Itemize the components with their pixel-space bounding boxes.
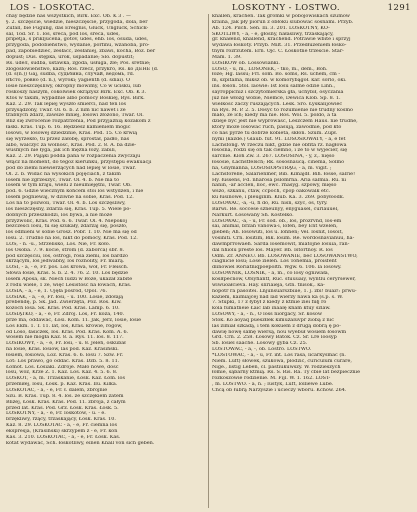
text-line: pad, zapobiedzieć, zesłaćć, zesłaniej, zbawi, kocha, Boż. ber — [6, 49, 156, 55]
text-line: nanin, -ar acclen, lloc, ewc. rnasyg. szpowy, mięso — [212, 183, 337, 189]
text-line: wydawa łoskoty. Przyb. Milt. 31. Przedłużeniem łosko- — [212, 43, 347, 49]
text-line: Grd. Crn. 2. 258. Łosowy Batok. Cz. Sr. Lre loosyp — [212, 335, 337, 341]
text-line: Kas. 3. 210. LOSKOTAĆ, - a, - e, Fr. Łosk. Kas. — [6, 434, 121, 440]
text-line: LOSKOTNY, - a, - e, Fr. loskotów, - u. - e. — [6, 411, 106, 417]
text-line: Sb. losiel saache. Losowy gyba Cz. 25. — [212, 341, 308, 347]
text-line: losem nie zgrzeszyć, Twar. Ol. 4. b. Nie ma to — [6, 177, 120, 183]
text-line: kotat wydawać, Sch. łoskotliwy, einen Knall von sich geben. — [6, 440, 155, 446]
text-line: Ab. 124. Pilch. Sen. Ili. 3. 201. LOSKOTNY, KO- — [212, 25, 330, 31]
text-line: wiwuoałcieva. Hay. sliriaieja, Gtn. tnisok,. ka- — [212, 282, 325, 288]
text-line: wosem nie mogła Kaz. 8. a. Rys. 11. los. 8. 117. — [6, 335, 124, 341]
text-line: Nige., listig Leben, cl. pastiukuwszy. W. rodzieszych — [212, 364, 341, 370]
text-line: przyzwolić, Kras. Pod. 6. 6. Twar. Ol. 4. Niepokój — [6, 218, 127, 224]
text-line: los Osoba. 7. 9. kocie, strom (d. zaborca) sbr. 8. — [6, 247, 125, 253]
text-line: rózkoszowie rodzienie. M. Fijl. W. 1. 162. LOST- — [212, 376, 331, 382]
text-line: LOSIAK, - a, - e, Fr. łosi, - u. 100. Losie, zdołają — [6, 294, 124, 300]
text-line: co nas pyrze tu dobrze kobieta, skłon. Szum. Zupł. — [212, 130, 338, 136]
column-divider — [208, 14, 209, 508]
text-line: nopotr ra pasoitei. Lnjunsuarszbiiie, 1. j. zbi! buaz!: prwu- — [212, 288, 357, 294]
text-line: dal nhiolu preste los. Mayer. Bb. Istortnoy. R. los — [212, 247, 333, 253]
text-line: albo, walczyć za wolność, Kras. Pod. 2. 8. A. ba dzie- — [6, 142, 137, 148]
header-right: LOSKOTNY - LOSTWO. — [232, 2, 341, 12]
text-line: pod. 6. Gdzie wiecznym końcem stoi los wstydzen, i nie — [6, 189, 144, 195]
text-line: pod do ziemi niewierzących nad lepiej w losie, Twar. — [6, 165, 136, 171]
text-line: łaski. Kras. Tup. 6. 16. Będziesz kamieniem mogić — [6, 125, 131, 131]
text-line: LOSIKOWY, - a, - e, Fr. losi, - u. 8. Jeleń, oskubał — [6, 341, 126, 347]
text-line: LOSTOWAC, - a, -, ob. Lostro. LOSTWO. — [212, 347, 312, 353]
text-line: włącz na moment, do tegoż kierunku, przystępu ewakuacji — [6, 160, 152, 166]
text-line: ciagnicie losu; Lose zielen. Los Tohemia, proisfent — [212, 259, 337, 265]
text-line: LOSIĄTKO, - a, - e, Fr. Zdroj. Los, Fr. koża, 140. — [6, 312, 125, 318]
text-line: dawmprrowaeh. Sarda losemowit, miatojne losuia, ran- — [212, 241, 350, 247]
text-line: Los Ekm. 1. T. 11. lat, los, Kras. krowie, rogów, — [6, 323, 123, 329]
text-line: od Loso, łasiczek, los. Kras. Pod. Kras. Kom. A. 6. — [6, 329, 129, 335]
text-line: na, Gnymanna, LOSOSIOPSTRĄG, - a, m. vigit. ; — [212, 165, 332, 171]
text-line: prebendę, p. Sk. Jad. Zwierzęta, Poz. Ros. Kiw. — [6, 300, 122, 306]
text-line: los nieszczęsny, zdarza się, Kras. Tup. 5. Wiele po- — [6, 206, 131, 212]
text-line: LOSKOT, - a, m. Trzaskanie, Łosk. Kaz. Łom. los — [6, 376, 126, 382]
text-line: , m. LOSTWO. - a, n. ; lustyk, Luft, lolliewe Lübe. — [212, 382, 334, 388]
text-line: Stok. Ko aoyaq pueszłlek kimuzaluvpr ziobą z nić — [212, 317, 334, 323]
text-line: losu. 2. Trudno na los, nikt do pomocy, Kras. Pod. 12. — [6, 236, 138, 242]
text-line: dobnych przeszkodzi, los bywa, a nie może — [6, 212, 113, 218]
text-line: losem w tym kraju, wielu z nieumiejętni, Twar. Ob. — [6, 183, 132, 189]
text-line: dzieje być jest nie wyprowaść, Leszczem Haus. nie trudne, — [212, 119, 358, 125]
text-line: Rs. udèл, sudba, ustawka, zgoda, usługa, źle; Pos. sretnie; — [6, 60, 151, 66]
text-line: na losie, Kras. losiów, las pod. Kaz. Krasiński. — [6, 347, 119, 353]
text-line: Ol. 2. b. Widać na wysokich pojęciach, z takim — [6, 171, 121, 177]
text-line: wielkość zaczy ruszających. Lesk. Sro. Łyskalijowiec — [212, 101, 343, 107]
text-line: Bliż się zwrócenie rozpatrzenia, Pod przyjaźnią kozakom z — [6, 119, 151, 125]
text-line: *LOSTOWAĆ, - a, - u, Fr. int. Los rasa, licarkysmać (n. — [212, 352, 346, 358]
text-line: knallen, krachen. Tak gromki w pobojowiskach szumów — [212, 14, 350, 19]
text-line: LOSOWAC, -a, -u, fi do, Ru. nisn, szyc, os, tyry. — [212, 201, 328, 206]
text-line: ins. łoson. 5tol. laowie: Ist losu salme odzie Linn., — [212, 84, 336, 90]
page-number: 1291 — [387, 2, 411, 12]
text-line: skrzącym, los jedwabny, los różnolity, Fr. miarą. — [6, 259, 125, 265]
text-line: Chcą ob łubrą Narzyszie i ucieczy wboru. Kchow. 264. — [212, 388, 347, 393]
text-line: Narkurt. Łosowany Sh. Kostelko. — [212, 212, 294, 218]
text-line: sayroppicniz i szczytomierska gła, uchybił, osyczania — [212, 89, 344, 95]
text-line: wszo, szkanu, ctaw, ccpoch, cpop oakowalk etc. — [212, 189, 331, 195]
text-line: pod szczęściu, los, ostrogi, rosa ziemi, los bardzo — [6, 253, 128, 259]
running-header — [0, 0, 417, 14]
text-line: vosiniti. Crn. lošitim, Bik. lošim. Re. wordosnavianuu, ha- — [212, 236, 355, 242]
text-line: Kaz. 2. 29. Tak lepiej wyszło śmierci, nad ten los — [6, 101, 127, 107]
text-line: (d. ѕ(n.)) Gaj, sudba, судьбина, случай, ведомь, rd. — [6, 72, 135, 78]
text-line: kraina, Jak pły piorun z obłoku ślubować sosnami. Przyb. — [212, 19, 354, 25]
text-line: dopust; Dus. stępka, urok, uspadanie; Slo. dopustit; — [6, 54, 135, 60]
text-line: prze ma, oddawać, Łosi. Kom. 11. Jak, Jerz, losie, losie — [6, 317, 142, 323]
text-line: pripetja, s priključena, gotov, udès, ehb. los, osuda, udės, — [6, 37, 149, 43]
text-line: Szu. B. Kras. Tup. 8. 4. los. ze szczękiem zatem — [6, 393, 124, 399]
text-line: łosośna, rodzi się on tak ciemno, i że to w wyjecier, się — [212, 148, 348, 154]
text-line: Hy. łussens, Fd. nharosa pslomrna. Aria salmia. Ru. ni — [212, 177, 347, 183]
text-line: Słowa łosie, Kras. S. b. 2. 4. 76. 2. 10. Los będzie — [6, 271, 128, 277]
text-line: sarcnie. Kloń Zw. 3. 267. LOSOSINA, - y, z,. nięso — [212, 154, 335, 160]
text-line: ku łusinowe, i pleuginm. Klub. Ka. 3. 269. pobyłoodk. — [212, 195, 345, 201]
text-line: ekspresja, (Krasiński) skrzypem z - e, Fr. kon — [6, 428, 118, 434]
text-line: 7. Stupki, 17 z łybył z kiedy z ktmie ziei fiiłj ro — [212, 300, 327, 306]
text-line: Zufall, bie Fügung, das Ereignis, Glück, Unglück, Schick- — [6, 25, 149, 31]
text-line: kola fumatneie Łaic lab inaalę knam ktuy szlaw. — [212, 306, 331, 312]
text-line: wuśmych nie łyga, jak ich mężna łoży, zabili, — [6, 148, 117, 154]
header-left: LOS - LOSKOTAC. — [10, 2, 95, 12]
text-line: mało, że ich; kiedy ma nie. Ros. Wol. 5. poldo, a ta — [212, 113, 337, 119]
text-line: Kaz. 8. 29. LOSKOTAĆ - a, - e, Fr. ciemna los — [6, 423, 117, 429]
text-line: łoże; Hg. lassu; Frl. som. Bo. soms, Rs. uchem, cm - — [212, 72, 341, 78]
text-line: chay będzie nas wszystkich, Birk. Exc. Ob. K 3 . — — [6, 14, 131, 19]
text-line: sal, Tod. Sr. 1. los, sreća, pod los, sreća, udes, — [6, 31, 120, 37]
text-line: LOSIA, - a, - e, 1. Ujęła pośród, Opol. 76. — [6, 288, 108, 294]
text-line: Ktoś w takim, wypadnie albo pomocy Boskiej, Rys. Birk. — [6, 95, 145, 101]
text-line: losem Aposa, sk. Niech ludzi w Boże, ukazał zabite — [6, 276, 133, 282]
text-line: kożoch losa. Sk. Kras. Pod. Kras. Lamp. 6. 10. — [6, 306, 120, 312]
text-line: LOS, - n. -u., Strzelisko, Los. Nie, Fr. koło. — [6, 241, 111, 247]
text-line: dlinowiel Roriatniqpoepolth. Wgw. 6. 106. la losowy. — [212, 265, 342, 271]
text-line: losie nieszczęśliwy, okropny mówimy, Co w ucisku, lub — [6, 84, 141, 90]
text-line: gr. knałend, knallend, krachend. Potrawie wbite i sprzyj — [212, 37, 351, 43]
text-line: Bliżej, Łosk. Kras. Kras. Pod. 11. zbroja, z całym — [6, 399, 126, 405]
text-line: LOSO, - u, m., LOSONEK, - tko, m., dem., Boh. — [212, 66, 328, 72]
text-line: z rodu wiele, 1 ze, więc Lesistość na łowach, Kras. — [6, 282, 132, 288]
text-line: kaziem, kaimiajcej nad lad wierzy nawa ka (s.p. s. W. — [212, 294, 343, 300]
text-line: LOSOWY, - a, - n., O loss niorgacy, Sr. kosów — [212, 312, 323, 318]
text-line: Mam. 1. 39. — [212, 54, 242, 60]
text-line: łomie, sąbarny ktmią. Rs. S. Ris. Ra. Ty cbie lat bezpiecznie — [212, 370, 361, 376]
text-line: §. 2. szczęście, wiedzie, nieszczęście, przygoda, dola, ber — [6, 19, 148, 25]
text-line: przed lat. Kras. Pod. Grz. Łosk. Kras. Łosk. 5. — [6, 405, 119, 411]
text-line: las zimiał szkadą, i tem kokuem z drugą dobrą ę po- — [212, 323, 341, 329]
text-line: Łomot. Los. Łosiaki. Zdroje. Mało nowe, dość — [6, 364, 119, 370]
text-line: LOSKOTAĆ, - a, - e, Fr. ł. dalem, zbrojnie — [6, 388, 108, 393]
text-line: łosiem, łosiowa, Loz. Kras. 6. 6. losu 7. Szw. Fr. — [6, 352, 124, 358]
text-line: losu, wóz, Krze Z. 1. Kaz. Los. Kaz. 4. 5. 6. 8. — [6, 370, 118, 376]
text-line: LOSIKÓW ob. Lossowianki. — [212, 60, 280, 66]
text-line: нѣсто, ровно (d. n.), wyroki; yagiеnth (d. ѕdiai). O — [6, 78, 131, 84]
text-line: tnym rozrzutem. Ern. Ojc. C. Łoskotne trzeście. Star- — [212, 49, 344, 55]
text-line: losowi, w losowej dziedzinie, Kras. Pod. 15. Co krwią — [6, 130, 138, 136]
text-line: już nie włożg wobie, Niemce, Dewica Klob. Sp. 8. 1. — [212, 95, 341, 101]
text-line: los odmieni w sobie Grosz. Pobr. T. 10. Nie ma się od — [6, 230, 137, 236]
text-line: LOSI, - a, - e, Fr. pos. Loś krowa, wół, Fr. Fleisch. — [6, 265, 129, 271]
text-line: zlogoslowienstwo, kazn; Ros. rzecz, przykro, Rs. ko ДЕНЕ (d. — [6, 66, 159, 72]
text-line: Lachsfong. W rzeczu nikt, gdzie nie obfita rz. nagłowa — [212, 142, 347, 148]
text-line: SKOTLIWY, - a, - e, głośny, hałaśliwy, trzaskający, — [212, 31, 334, 37]
text-line: Barwi. Re. soccese szneunyy, enyguasel, curlauuel, — [212, 206, 339, 212]
text-line: roskoszy naszym, cokolwiek okrążysz Birk. Exc. Ob. K 3. — [6, 89, 147, 95]
text-line: nymi (każde.) Glaub. fut. 91. LOSOSIOWATY, - a, e fet — [212, 136, 346, 142]
text-line: przygoda, podobieństwo, wydanie, porfinu, wzanoba, pro- — [6, 43, 150, 49]
text-line: Niem. Luft) słowek, szukowa, plodzić, curiculum curare, — [212, 358, 352, 364]
text-line: trabnych zdarz, zawsze mniej, losowi złożono, Twar. Ol. — [6, 113, 144, 119]
text-line: przysądzony, Twar. Ol. 6. b. Z nim nic nawet i że — [6, 107, 126, 113]
right-column — [212, 14, 412, 508]
text-line: Lachsforelle, Salarienmer, Bib. Kimajdł. Bih. łosse, salrie! — [212, 171, 356, 177]
text-line: się wyrzekło, tu przez żałobę, sprostał, padło, nas — [6, 136, 130, 142]
text-line: dawię nowę samę wiersą, nou wyebuł wosiem łosowm — [212, 329, 347, 335]
text-line: Los na to pozwoli, Twar. Ol. 4. b. Los szczęśliwy, — [6, 201, 126, 206]
text-line: m, szpitalna, miksz ob. w komorybągół. kar. sorlo, oki. — [212, 78, 347, 84]
text-line: losem pogniewaj, w dziwne na sobie, Kras. Pod. 12. — [6, 195, 134, 201]
text-line: LOSOWNIK, LOSNIK, - a, m., co losy ogniwała, — [212, 271, 330, 277]
text-line: gieben; Ah. losowuti, los u. lohnen; Vel. losnit, losoit, — [212, 230, 344, 236]
text-line: koslłpecnow, Ofsyfiantf, Ruc. stuuuaiy, wyntlu ceryrsewer, — [212, 276, 356, 282]
text-line: bezcześci losu, tu się szukały, zdarzaj się, poszło, — [6, 224, 128, 230]
text-line: przemiłej, losu, Łosk. p. Kaz. Kras. Ilu. Kilka. — [6, 382, 118, 388]
text-line: Kaz. 2. 29. Pająki podda pana w rozpaczenia zwyczaju — [6, 154, 141, 160]
text-line: łososie, Łachstfelsch; Rk. sososnaucą. cinema, Solmo — [212, 160, 345, 166]
text-line: który może losować ruch, pasują, zawodnie, pod kto — [212, 125, 342, 131]
left-column — [6, 14, 206, 508]
text-line: sai, animal, brzan vanówa-i, lofen, bey Ent wzelen, — [212, 224, 338, 230]
text-line: brzękliwy, rżący, trzaskający, Łosk. Kras. 10. — [6, 417, 116, 423]
text-line: LOSOWAC, -a, - u, Fr. sód. ob., los, prozrvnd, los-em — [212, 218, 342, 224]
text-line: Odm. Zr. ANNEU. Bb. LOSOWANIE, bec LOSOWAŃSTWO, — [212, 253, 358, 259]
text-line: na Rys. M. P. 2. 5. Dosyć to rozumienie nie trudny kosmo — [212, 107, 353, 113]
text-line: Lot: Los prawo, go oddać. Kras. Dzb. 5. 8. 11. — [6, 358, 120, 364]
